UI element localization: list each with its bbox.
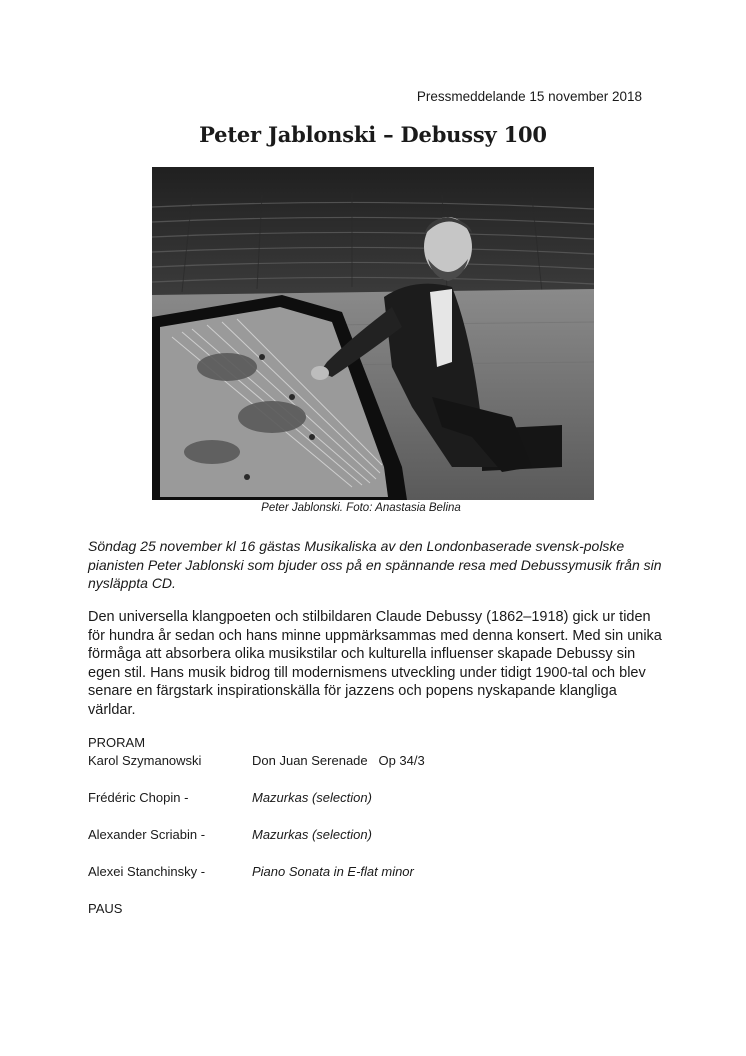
press-photo xyxy=(152,167,594,500)
photo-pianist-at-grand-piano-icon xyxy=(152,167,594,500)
program-work: Mazurkas (selection) xyxy=(252,790,372,805)
lead-paragraph: Söndag 25 november kl 16 gästas Musikaliska av den Londonbaserade svensk-polske pianisten Peter Jablonski som bjuder oss på en spännande resa med Debussymusik från sin nysläppta CD. xyxy=(88,538,662,591)
program-row xyxy=(88,864,648,882)
program-heading: PRORAM xyxy=(88,735,146,750)
program-work: Don Juan Serenade Op 34/3 xyxy=(252,753,425,768)
program-work: Mazurkas (selection) xyxy=(252,827,372,842)
program-row xyxy=(88,753,648,771)
photo-caption: Peter Jablonski. Foto: Anastasia Belina xyxy=(261,502,461,514)
program-row xyxy=(88,790,648,808)
program-composer: Alexander Scriabin - xyxy=(88,827,206,842)
program-composer: Alexei Stanchinsky - xyxy=(88,864,206,879)
body-paragraph: Den universella klangpoeten och stilbildaren Claude Debussy (1862–1918) gick ur tiden för hundra år sedan och hans minne uppmärksammas med denna konsert. Med sin unika förmåga att absorbera olika musikstilar och kulturella influenser skapade Debussy sin egen stil. Hans musik bidrog till modernismens utveckling under tidigt 1900-tal och blev senare en färgstark inspirationskälla för jazzens och popens nyskapande klangliga världar. xyxy=(88,609,662,718)
dateline: Pressmeddelande 15 november 2018 xyxy=(416,89,642,104)
program-composer: Karol Szymanowski xyxy=(88,753,202,768)
program-composer: Frédéric Chopin - xyxy=(88,790,189,805)
program-work: Piano Sonata in E-flat minor xyxy=(252,864,414,879)
program-row xyxy=(88,827,648,845)
page-title: Peter Jablonski – Debussy 100 xyxy=(199,122,547,147)
program-pause: PAUS xyxy=(88,901,123,916)
